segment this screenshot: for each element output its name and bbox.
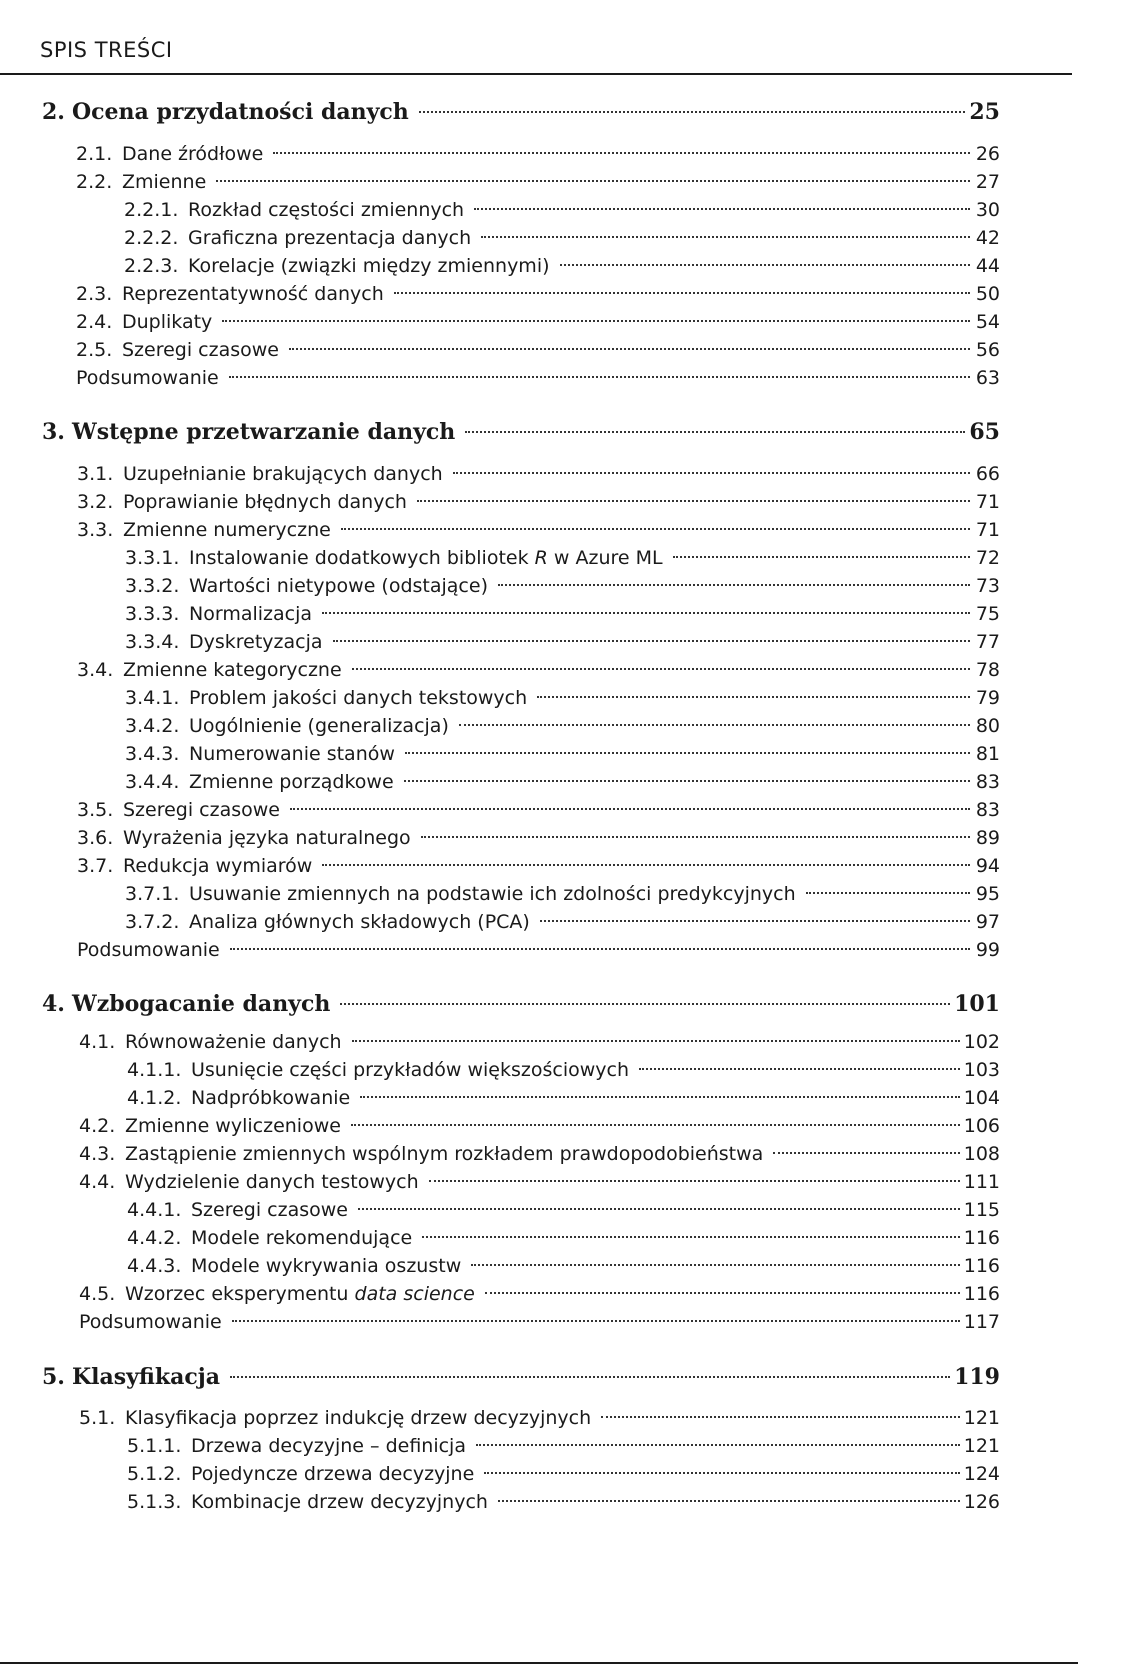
toc-page-number: 126	[963, 1491, 1000, 1513]
toc-entry-title	[125, 1404, 597, 1432]
toc-page-number: 63	[975, 367, 1000, 389]
toc-entry-number: 2.3.	[76, 283, 113, 305]
dot-leader	[290, 808, 970, 810]
toc-entry-title	[123, 488, 413, 516]
toc-entry-title-text: Usuwanie zmiennych na podstawie ich zdolności predykcyjnych	[189, 883, 796, 905]
dot-leader	[322, 864, 970, 866]
toc-entry-title-italic: R	[534, 547, 548, 569]
toc-entry-row	[127, 1056, 1000, 1084]
toc-entry-title	[189, 908, 536, 936]
toc-summary-row	[77, 936, 1000, 964]
toc-entry-title	[72, 98, 415, 126]
toc-entry-row	[125, 740, 1000, 768]
toc-entry-number: 3.3.2.	[125, 575, 180, 597]
toc-entry-title	[72, 1363, 226, 1391]
toc-page-number: 83	[975, 799, 1000, 821]
toc-entry-title-text: Wyrażenia języka naturalnego	[123, 827, 411, 849]
toc-page-number: 71	[975, 519, 1000, 541]
toc-entry-title-text: Podsumowanie	[77, 939, 220, 961]
toc-entry-row	[125, 628, 1000, 656]
dot-leader	[216, 180, 970, 182]
toc-page-number: 71	[975, 491, 1000, 513]
toc-entry-number: 3.	[42, 419, 65, 445]
toc-entry-row	[77, 460, 1000, 488]
toc-entry-row	[125, 684, 1000, 712]
dot-leader	[471, 1264, 960, 1266]
toc-entry-title-text: Wstępne przetwarzanie danych	[72, 419, 456, 445]
toc-entry-title	[125, 1140, 769, 1168]
toc-entry-title-text: Uzupełnianie brakujących danych	[123, 463, 443, 485]
toc-entry-number: 3.3.1.	[125, 547, 180, 569]
toc-page-number: 115	[963, 1199, 1000, 1221]
toc-entry-number: 4.1.2.	[127, 1087, 182, 1109]
toc-page-number: 116	[963, 1283, 1000, 1305]
toc-entry-title	[122, 308, 218, 336]
toc-chapter-row	[42, 418, 1000, 446]
toc-entry-title	[77, 936, 226, 964]
toc-entry-title-text: Klasyfikacja poprzez indukcję drzew decyzyjnych	[125, 1407, 592, 1429]
dot-leader	[352, 668, 970, 670]
toc-summary-row	[79, 1308, 1000, 1336]
toc-entry-title-text: Modele wykrywania oszustw	[191, 1255, 462, 1277]
toc-entry-title	[191, 1084, 356, 1112]
toc-page-number: 73	[975, 575, 1000, 597]
toc-page-number: 97	[975, 911, 1000, 933]
dot-leader	[429, 1180, 960, 1182]
toc-entry-title-italic: data science	[354, 1283, 475, 1305]
toc-entry-number: 2.4.	[76, 311, 113, 333]
toc-page-number: 80	[975, 715, 1000, 737]
toc-page-number: 72	[975, 547, 1000, 569]
toc-entry-title-text: Kombinacje drzew decyzyjnych	[191, 1491, 488, 1513]
dot-leader	[232, 1320, 960, 1322]
toc-entry-title-text: Nadpróbkowanie	[191, 1087, 351, 1109]
toc-entry-title	[123, 656, 348, 684]
dot-leader	[485, 1292, 960, 1294]
toc-entry-title-text: Reprezentatywność danych	[122, 283, 384, 305]
toc-entry-title	[122, 140, 269, 168]
dot-leader	[405, 752, 970, 754]
dot-leader	[421, 836, 970, 838]
toc-entry-number: 5.	[42, 1364, 65, 1390]
toc-entry-title-text: Szeregi czasowe	[191, 1199, 349, 1221]
toc-entry-title	[122, 280, 390, 308]
dot-leader	[404, 780, 970, 782]
toc-entry-title	[188, 196, 470, 224]
toc-entry-title-text: Wzorzec eksperymentu	[125, 1283, 349, 1305]
toc-entry-row	[124, 224, 1000, 252]
toc-entry-row	[76, 140, 1000, 168]
toc-entry-number: 3.7.	[77, 855, 114, 877]
toc-entry-title	[123, 516, 337, 544]
toc-entry-row	[125, 600, 1000, 628]
toc-page-number: 50	[975, 283, 1000, 305]
toc-page-number: 25	[969, 99, 1000, 125]
toc-entry-title	[191, 1252, 467, 1280]
toc-entry-row	[127, 1084, 1000, 1112]
toc-entry-number: 5.1.1.	[127, 1435, 182, 1457]
toc-page-number: 94	[975, 855, 1000, 877]
toc-entry-title	[189, 880, 802, 908]
toc-entry-title-text: Podsumowanie	[76, 367, 219, 389]
toc-entry-title-text: Wzbogacanie danych	[72, 991, 331, 1017]
toc-entry-row	[79, 1168, 1000, 1196]
toc-entry-row	[125, 712, 1000, 740]
toc-entry-number: 4.1.1.	[127, 1059, 182, 1081]
toc-chapter-row	[42, 98, 1000, 126]
dot-leader	[322, 612, 970, 614]
dot-leader	[806, 892, 970, 894]
toc-entry-title-text: Drzewa decyzyjne – definicja	[191, 1435, 466, 1457]
dot-leader	[601, 1416, 960, 1418]
dot-leader	[340, 1003, 950, 1005]
toc-entry-title-text: Zmienne	[122, 171, 207, 193]
toc-entry-title	[122, 168, 212, 196]
toc-page-number: 95	[975, 883, 1000, 905]
toc-page-number: 106	[963, 1115, 1000, 1137]
dot-leader	[358, 1208, 960, 1210]
toc-entry-number: 3.2.	[77, 491, 114, 513]
toc-entry-number: 3.3.3.	[125, 603, 180, 625]
toc-page-number: 89	[975, 827, 1000, 849]
toc-entry-title-text: Dane źródłowe	[122, 143, 264, 165]
toc-entry-row	[77, 796, 1000, 824]
toc-page-number: 121	[963, 1407, 1000, 1429]
toc-entry-number: 3.7.1.	[125, 883, 180, 905]
toc-entry-title-text: Uogólnienie (generalizacja)	[189, 715, 449, 737]
toc-entry-number: 2.2.2.	[124, 227, 179, 249]
toc-entry-row	[125, 908, 1000, 936]
dot-leader	[273, 152, 970, 154]
toc-entry-title	[125, 1280, 481, 1308]
toc-entry-title-text: Instalowanie dodatkowych bibliotek	[189, 547, 529, 569]
toc-page-number: 77	[975, 631, 1000, 653]
toc-entry-number: 3.3.4.	[125, 631, 180, 653]
toc-entry-title-text: Zmienne porządkowe	[189, 771, 394, 793]
dot-leader	[459, 724, 970, 726]
toc-entry-title-text: Poprawianie błędnych danych	[123, 491, 407, 513]
toc-entry-row	[127, 1252, 1000, 1280]
toc-entry-number: 3.7.2.	[125, 911, 180, 933]
dot-leader	[560, 264, 970, 266]
dot-leader	[481, 236, 970, 238]
toc-entry-row	[124, 196, 1000, 224]
toc-entry-title-text: Graficzna prezentacja danych	[188, 227, 472, 249]
dot-leader	[498, 1500, 960, 1502]
toc-entry-row	[77, 824, 1000, 852]
dot-leader	[394, 292, 970, 294]
toc-page-number: 81	[975, 743, 1000, 765]
toc-entry-row	[127, 1460, 1000, 1488]
toc-entry-number: 3.4.2.	[125, 715, 180, 737]
dot-leader	[484, 1472, 959, 1474]
toc-entry-title	[189, 544, 669, 572]
toc-entry-row	[127, 1224, 1000, 1252]
toc-entry-row	[125, 768, 1000, 796]
toc-entry-number: 3.4.	[77, 659, 114, 681]
toc-entry-title	[189, 768, 400, 796]
toc-entry-row	[76, 168, 1000, 196]
toc-entry-title	[191, 1224, 418, 1252]
dot-leader	[230, 1376, 950, 1378]
toc-entry-title	[79, 1308, 228, 1336]
toc-page-number: 102	[963, 1031, 1000, 1053]
toc-page-number: 103	[963, 1059, 1000, 1081]
dot-leader	[341, 528, 970, 530]
toc-page-number: 42	[975, 227, 1000, 249]
toc-entry-title	[189, 628, 329, 656]
toc-entry-title-text: Problem jakości danych tekstowych	[189, 687, 528, 709]
toc-page-number: 66	[975, 463, 1000, 485]
toc-entry-title	[125, 1028, 348, 1056]
toc-page-number: 78	[975, 659, 1000, 681]
toc-entry-title	[123, 460, 449, 488]
toc-entry-row	[76, 280, 1000, 308]
toc-page-number: 108	[963, 1143, 1000, 1165]
toc-page-number: 116	[963, 1255, 1000, 1277]
toc-entry-number: 4.4.	[79, 1171, 116, 1193]
toc-entry-title	[125, 1168, 425, 1196]
dot-leader	[476, 1444, 960, 1446]
toc-entry-title	[72, 418, 461, 446]
toc-entry-row	[77, 488, 1000, 516]
toc-entry-title-text: Klasyfikacja	[72, 1364, 221, 1390]
dot-leader	[222, 320, 970, 322]
toc-entry-title	[189, 600, 318, 628]
toc-chapter-row	[42, 990, 1000, 1018]
dot-leader	[673, 556, 970, 558]
dot-leader	[453, 472, 970, 474]
toc-entry-number: 5.1.	[79, 1407, 116, 1429]
toc-entry-title-text: Dyskretyzacja	[189, 631, 323, 653]
toc-entry-title-text: Pojedyncze drzewa decyzyjne	[191, 1463, 475, 1485]
toc-entry-row	[125, 880, 1000, 908]
toc-entry-title-text: Korelacje (związki między zmiennymi)	[188, 255, 550, 277]
toc-entry-number: 3.4.4.	[125, 771, 180, 793]
toc-entry-number: 4.	[42, 991, 65, 1017]
toc-entry-title	[188, 224, 477, 252]
dot-leader	[540, 920, 970, 922]
toc-page-number: 56	[975, 339, 1000, 361]
toc-page-number: 99	[975, 939, 1000, 961]
toc-entry-title	[189, 740, 401, 768]
toc-entry-title	[188, 252, 556, 280]
toc-entry-title-text: Szeregi czasowe	[122, 339, 280, 361]
dot-leader	[537, 696, 970, 698]
toc-entry-row	[79, 1140, 1000, 1168]
toc-entry-title-text: Zmienne wyliczeniowe	[125, 1115, 341, 1137]
dot-leader	[498, 584, 970, 586]
toc-entry-row	[79, 1280, 1000, 1308]
toc-entry-row	[125, 544, 1000, 572]
toc-entry-number: 4.4.3.	[127, 1255, 182, 1277]
toc-page-number: 44	[975, 255, 1000, 277]
toc-entry-title-text: Numerowanie stanów	[189, 743, 395, 765]
toc-entry-title-text: Redukcja wymiarów	[123, 855, 313, 877]
toc-entry-title	[191, 1432, 472, 1460]
dot-leader	[419, 111, 966, 113]
toc-entry-title-text: Normalizacja	[189, 603, 313, 625]
toc-chapter-row	[42, 1363, 1000, 1391]
toc-entry-title-text: Zmienne kategoryczne	[123, 659, 342, 681]
toc-entry-number: 2.2.1.	[124, 199, 179, 221]
page-header-title: SPIS TREŚCI	[40, 38, 173, 62]
toc-entry-number: 2.1.	[76, 143, 113, 165]
toc-entry-row	[77, 656, 1000, 684]
toc-entry-number: 2.	[42, 99, 65, 125]
toc-summary-row	[76, 364, 1000, 392]
toc-entry-title	[191, 1056, 635, 1084]
toc-entry-title-suffix: w Azure ML	[553, 547, 663, 569]
toc-entry-title-text: Wartości nietypowe (odstające)	[189, 575, 488, 597]
toc-page-number: 65	[969, 419, 1000, 445]
toc-page-number: 124	[963, 1463, 1000, 1485]
dot-leader	[773, 1152, 959, 1154]
toc-entry-number: 2.2.	[76, 171, 113, 193]
toc-entry-number: 5.1.3.	[127, 1491, 182, 1513]
toc-entry-title-text: Zastąpienie zmiennych wspólnym rozkładem prawdopodobieństwa	[125, 1143, 764, 1165]
toc-page-number: 26	[975, 143, 1000, 165]
toc-entry-title-text: Równoważenie danych	[125, 1031, 342, 1053]
toc-page-number: 75	[975, 603, 1000, 625]
toc-entry-title	[189, 684, 533, 712]
toc-entry-title-text: Modele rekomendujące	[191, 1227, 413, 1249]
toc-entry-title-text: Zmienne numeryczne	[123, 519, 331, 541]
toc-entry-number: 4.4.2.	[127, 1227, 182, 1249]
toc-entry-title	[125, 1112, 347, 1140]
toc-entry-number: 3.6.	[77, 827, 114, 849]
toc-entry-number: 2.5.	[76, 339, 113, 361]
toc-entry-title-text: Usunięcie części przykładów większościowych	[191, 1059, 630, 1081]
toc-entry-title	[123, 852, 318, 880]
dot-leader	[333, 640, 970, 642]
toc-entry-title-text: Podsumowanie	[79, 1311, 222, 1333]
dot-leader	[352, 1040, 960, 1042]
toc-entry-number: 4.2.	[79, 1115, 116, 1137]
toc-entry-title-text: Szeregi czasowe	[123, 799, 281, 821]
toc-entry-row	[76, 336, 1000, 364]
toc-entry-number: 5.1.2.	[127, 1463, 182, 1485]
dot-leader	[465, 431, 965, 433]
dot-leader	[351, 1124, 960, 1126]
toc-entry-number: 3.5.	[77, 799, 114, 821]
toc-page-number: 116	[963, 1227, 1000, 1249]
toc-entry-row	[127, 1488, 1000, 1516]
toc-entry-title	[191, 1196, 354, 1224]
toc-page-number: 121	[963, 1435, 1000, 1457]
dot-leader	[474, 208, 970, 210]
toc-entry-number: 4.1.	[79, 1031, 116, 1053]
footer-divider	[0, 1662, 1078, 1664]
toc-entry-title-text: Ocena przydatności danych	[72, 99, 409, 125]
dot-leader	[417, 500, 970, 502]
toc-entry-title-text: Duplikaty	[122, 311, 213, 333]
toc-entry-row	[77, 516, 1000, 544]
toc-page-number: 111	[963, 1171, 1000, 1193]
toc-page-number: 30	[975, 199, 1000, 221]
toc-entry-number: 4.4.1.	[127, 1199, 182, 1221]
toc-entry-row	[125, 572, 1000, 600]
toc-entry-number: 3.1.	[77, 463, 114, 485]
toc-entry-number: 3.4.3.	[125, 743, 180, 765]
toc-entry-title-text: Rozkład częstości zmiennych	[188, 199, 465, 221]
toc-page-number: 79	[975, 687, 1000, 709]
toc-entry-number: 4.5.	[79, 1283, 116, 1305]
toc-entry-row	[79, 1404, 1000, 1432]
dot-leader	[229, 376, 970, 378]
toc-entry-row	[79, 1112, 1000, 1140]
toc-entry-number: 3.3.	[77, 519, 114, 541]
dot-leader	[422, 1236, 960, 1238]
toc-entry-title	[191, 1488, 494, 1516]
toc-entry-title	[76, 364, 225, 392]
toc-entry-title	[72, 990, 336, 1018]
toc-page-number: 117	[963, 1311, 1000, 1333]
toc-page-number: 27	[975, 171, 1000, 193]
toc-entry-row	[79, 1028, 1000, 1056]
toc-entry-title-text: Wydzielenie danych testowych	[125, 1171, 419, 1193]
dot-leader	[639, 1068, 960, 1070]
dot-leader	[360, 1096, 960, 1098]
toc-entry-row	[124, 252, 1000, 280]
dot-leader	[289, 348, 970, 350]
toc-entry-number: 2.2.3.	[124, 255, 179, 277]
toc-page-number: 83	[975, 771, 1000, 793]
dot-leader	[230, 948, 970, 950]
toc-entry-title	[123, 824, 417, 852]
toc-entry-title	[122, 336, 285, 364]
toc-entry-number: 4.3.	[79, 1143, 116, 1165]
toc-entry-title-text: Analiza głównych składowych (PCA)	[189, 911, 530, 933]
toc-entry-row	[76, 308, 1000, 336]
toc-entry-title	[123, 796, 286, 824]
toc-page-number: 104	[963, 1087, 1000, 1109]
toc-entry-title	[189, 572, 494, 600]
toc-page-number: 101	[954, 991, 1000, 1017]
toc-entry-row	[127, 1432, 1000, 1460]
toc-page-number: 54	[975, 311, 1000, 333]
toc-entry-title	[191, 1460, 480, 1488]
toc-entry-title	[189, 712, 455, 740]
toc-entry-row	[127, 1196, 1000, 1224]
toc-entry-number: 3.4.1.	[125, 687, 180, 709]
toc-entry-row	[77, 852, 1000, 880]
toc-page-number: 119	[954, 1364, 1000, 1390]
